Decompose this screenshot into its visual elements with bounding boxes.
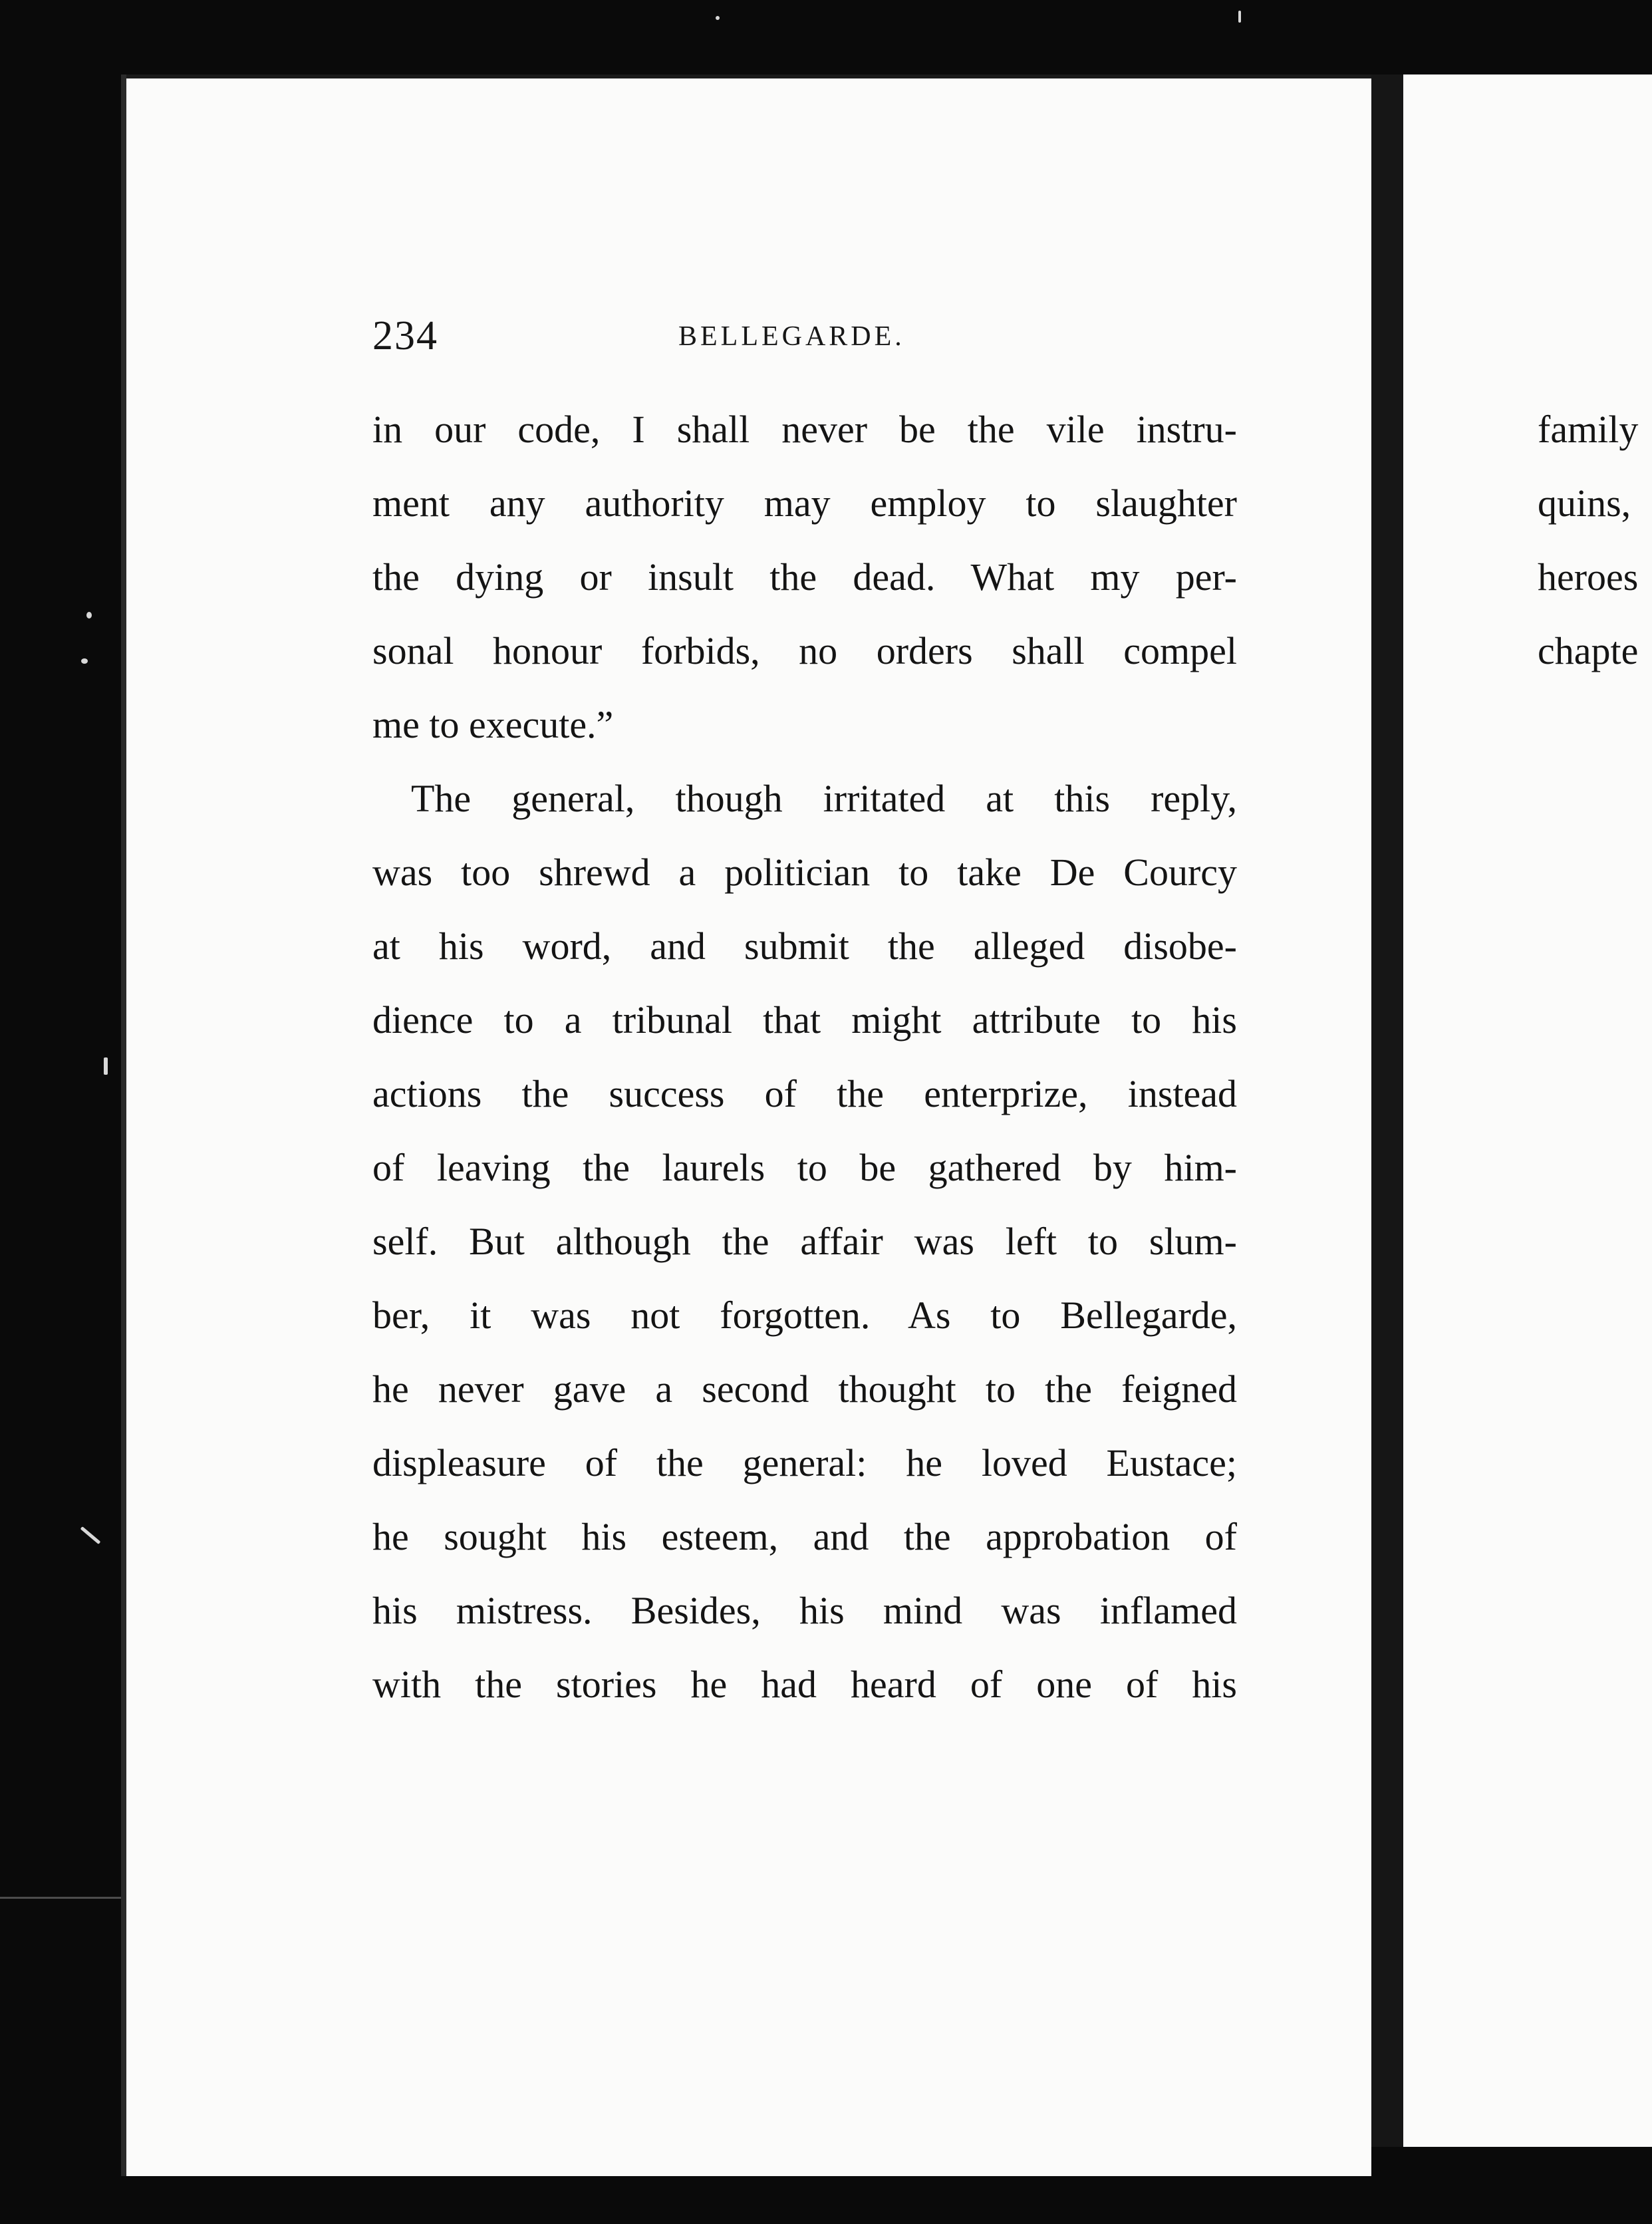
text-line: heroes — [1538, 555, 1639, 599]
text-line: was too shrewd a politician to take De Courcy — [372, 851, 1237, 894]
page-header — [372, 313, 1237, 366]
text-line: me to execute.” — [372, 703, 614, 746]
text-line: quins, — [1538, 482, 1631, 525]
text-line: The general, though irritated at this reply, — [372, 777, 1237, 820]
right-page-text — [1538, 392, 1638, 688]
text-line: family — [1538, 408, 1639, 451]
running-title: BELLEGARDE. — [678, 321, 905, 352]
text-line: ber, it was not forgotten. As to Bellegarde, — [372, 1294, 1237, 1337]
text-line: actions the success of the enterprize, instead — [372, 1072, 1237, 1115]
text-line: at his word, and submit the alleged disobe- — [372, 924, 1237, 968]
text-line: the dying or insult the dead. What my per- — [372, 555, 1237, 599]
text-line: his mistress. Besides, his mind was inflamed — [372, 1589, 1237, 1632]
dust-speck — [86, 612, 92, 619]
dust-speck — [81, 658, 88, 664]
page-number: 234 — [372, 313, 438, 358]
text-line: sonal honour forbids, no orders shall compel — [372, 629, 1237, 672]
text-line: ment any authority may employ to slaughter — [372, 482, 1237, 525]
dust-speck — [716, 16, 720, 20]
text-line: in our code, I shall never be the vile instru- — [372, 408, 1237, 451]
text-line: he never gave a second thought to the feigned — [372, 1367, 1237, 1411]
text-line: with the stories he had heard of one of his — [372, 1663, 1237, 1706]
text-line: self. But although the affair was left to slum- — [372, 1220, 1237, 1263]
text-line: of leaving the laurels to be gathered by him- — [372, 1146, 1237, 1189]
right-page — [1403, 74, 1652, 2163]
body-text — [372, 392, 1237, 1721]
dust-speck — [80, 1526, 101, 1544]
text-line: chapte — [1538, 629, 1639, 672]
text-line: he sought his esteem, and the approbation of — [372, 1515, 1237, 1558]
scan-shadow — [1371, 2147, 1652, 2224]
text-line: dience to a tribunal that might attribute to his — [372, 998, 1237, 1042]
dust-speck — [104, 1057, 108, 1075]
text-line: displeasure of the general: he loved Eustace; — [372, 1441, 1237, 1484]
dust-speck — [1238, 11, 1241, 23]
